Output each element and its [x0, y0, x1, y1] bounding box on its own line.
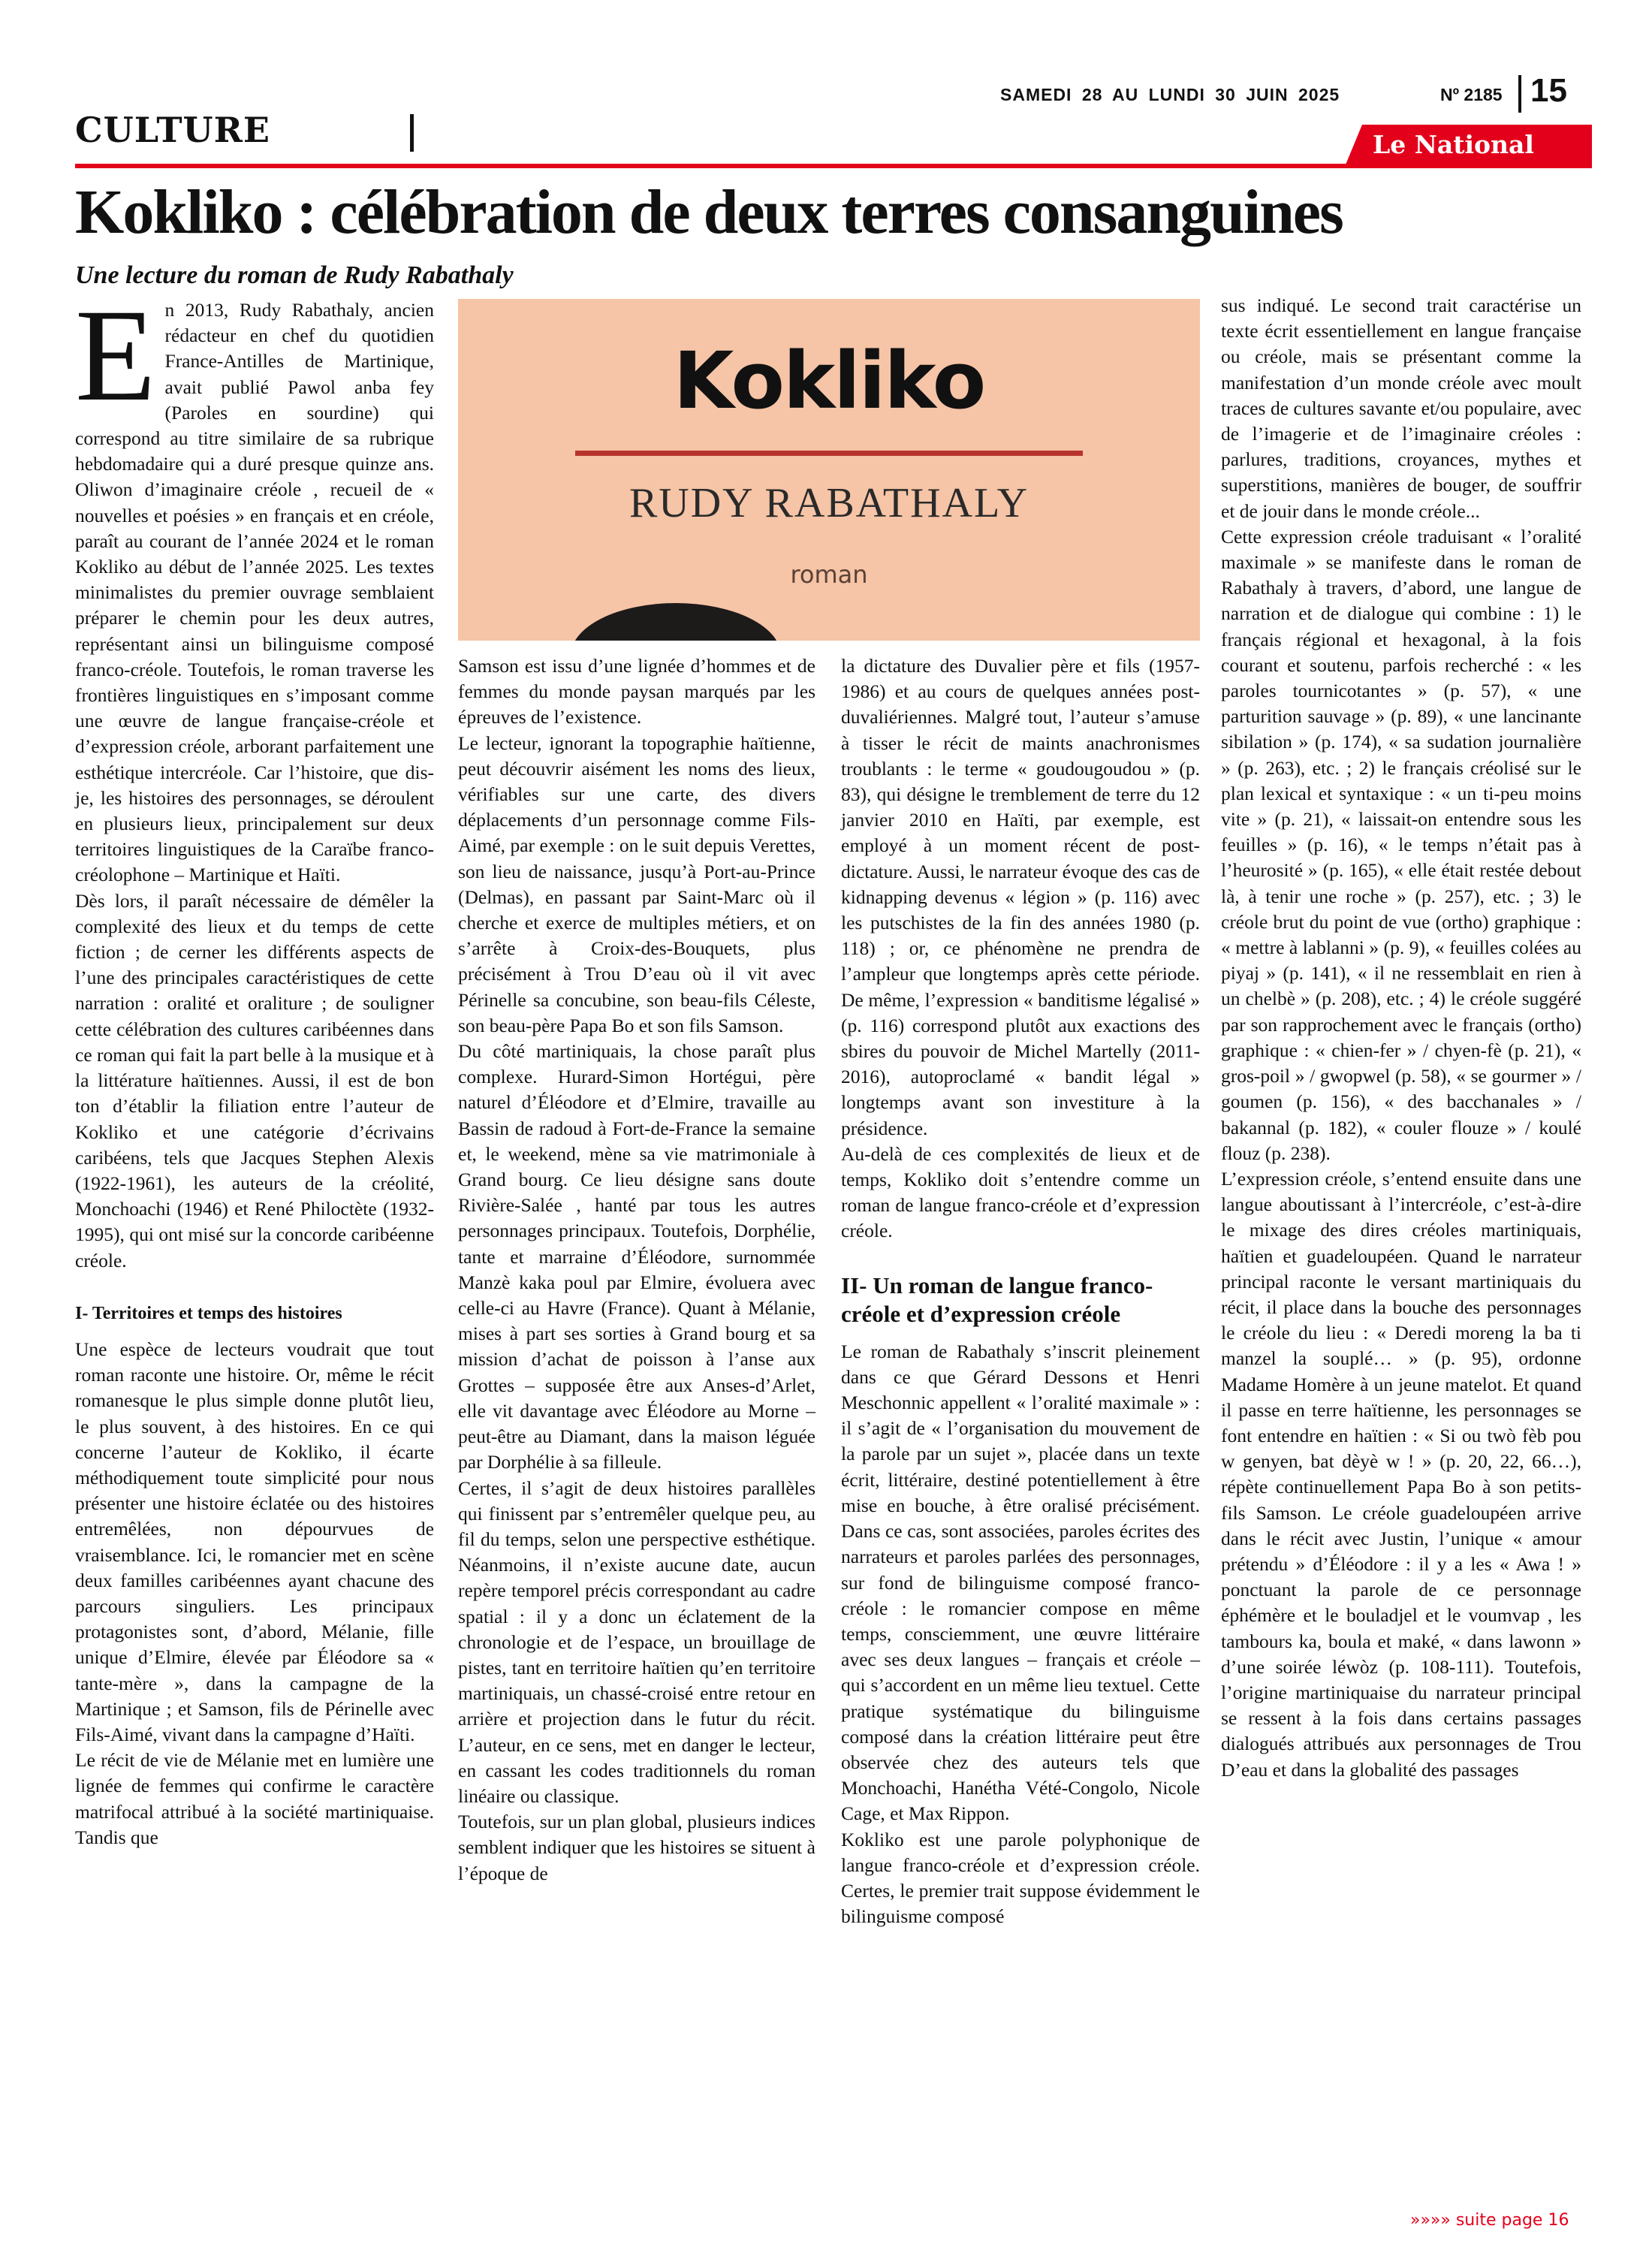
- article-column-2: [458, 653, 815, 2223]
- paragraph: Kokliko est une parole polyphonique de langue franco-créole et d’expression créole. Certes, le premier trait suppose évidemment le bilinguisme composé: [841, 1828, 1200, 1928]
- article-headline: Kokliko : célébration de deux terres consanguines: [75, 177, 1343, 247]
- issue-date: SAMEDI 28 AU LUNDI 30 JUIN 2025: [1000, 85, 1340, 104]
- article-subheadline: Une lecture du roman de Rudy Rabathaly: [75, 261, 514, 289]
- paragraph: Cette expression créole traduisant « l’oralité maximale » se manifeste dans le roman de Rabathaly à travers, d’abord, une langue de narration et de dialogue qui combine : 1) le français régional et hexagonal, à la fois courant et soutenu, parfois recherché : « les paroles tournicotantes » (p. 57), « une parturition sauvage » (p. 89), « une lancinante sibilation » (p. 174), « sa sudation journalière » (p. 263), etc. ; 2) le français créolisé sur le plan lexical et syntaxique : « un ti-peu moins vite » (p. 21), « laissait-on entendre sous les feuilles » (p. 16), « le temps n’était pas à l’heurosité » (p. 165), « elle était restée debout là, à tenir une roche » (p. 257), etc. ; 3) le créole brut du point de vue (ortho) graphique : « mettre à lablanni » (p. 9), « feuilles colées au piyaj » (p. 141), « il ne ressemblait en rien à un chelbè » (p. 208), etc. ; 4) le créole suggéré par son rapprochement avec le français (ortho) graphique : « chien-fer » / chyen-fè (p. 21), « gros-poil » / gwopwel (p. 58), « se gourmer » / goumen (p. 156), « des bacchanales » / bakannal (p. 182), « couler flouze » / koulé flouz (p. 238).: [1221, 525, 1581, 1164]
- drop-cap: E: [75, 282, 156, 429]
- paragraph: Du côté martiniquais, la chose paraît plus complexe. Hurard-Simon Hortégui, père naturel d’Éléodore et d’Elmire, travaille au Bassin de radoud à Fort-de-France la semaine et, le weekend, mène sa vie matrimoniale à Grand bourg. Ce lieu désigne sans doute Rivière-Salée , hanté par tous les autres personnages principaux. Toutefois, Dorphélie, tante et marraine d’Éléodore, surnommée Manzè kaka poul par Elmire, évoluera avec celle-ci au Havre (France). Quant à Mélanie, mises à part ses sorties à Grand bourg et sa mission d’achat de poisson à l’anse aux Grottes – supposée être aux Anses-d’Arlet, elle vit davantage avec Éléodore au Morne – peut-être au Diamant, dans la maison léguée par Dorphélie à sa filleule.: [458, 1040, 815, 1473]
- page-number: 15: [1530, 72, 1567, 109]
- paragraph: n 2013, Rudy Rabathaly, ancien rédacteur en chef du quotidien France-Antilles de Martinique, avait publié Pawol anba fey (Paroles en sourdine) qui correspond au titre similaire de sa rubrique hebdomadaire qui a duré presque quinze ans. Oliwon d’imaginaire créole , recueil de « nouvelles et poésies » en français et en créole, paraît au courant de l’année 2024 et le roman Kokliko au début de l’année 2025. Les textes minimalistes du premier ouvrage semblaient préparer le chemin pour les deux autres, représentant ainsi un bilinguisme composé franco-créole. Toutefois, le roman traverse les frontières linguistiques en s’imposant comme une œuvre de langue française-créole et d’expression créole, arborant parfaitement une esthétique intercréole. Car l’histoire, que dis-je, les histoires des personnages, se déroulent en plusieurs lieux, principalement sur deux territoires linguistiques de la Caraïbe franco-créolophone – Martinique et Haïti.: [75, 299, 434, 886]
- section-heading-territoires: I- Territoires et temps des histoires: [75, 1303, 342, 1323]
- header-rule: [75, 164, 1592, 168]
- section-heading-langue: II- Un roman de langue franco-créole et d’expression créole: [841, 1271, 1153, 1327]
- article-column-1: [75, 282, 434, 2220]
- issue-number: Nº 2185: [1440, 85, 1503, 104]
- cover-author: RUDY RABATHALY: [629, 480, 1029, 526]
- continue-link[interactable]: »»»» suite page 16: [1410, 2211, 1569, 2230]
- brand-name: Le National: [1373, 130, 1534, 159]
- paragraph: sus indiqué. Le second trait caractérise un texte écrit essentiellement en langue française ou créole, mais se présentant comme la manifestation d’un monde créole avec moult traces de cultures savante et/ou populaire, avec de l’imagerie et de l’imaginaire créoles : parlures, traditions, croyances, mythes et superstitions, manières de bouger, de souffrir et de jouir dans le monde créole...: [1221, 294, 1581, 522]
- header-divider: [1518, 75, 1521, 113]
- paragraph: Le lecteur, ignorant la topographie haïtienne, peut découvrir aisément les noms des lieux, vérifiables sur une carte, des divers déplacements d’un personnage comme Fils-Aimé, par exemple : on le suit depuis Verettes, son lieu de naissance, jusqu’à Port-au-Prince (Delmas), en passant par Saint-Marc où il cherche et exerce de multiples métiers, et on s’arrête à Croix-des-Bouquets, plus précisément à Trou D’eau où il vit avec Périnelle sa concubine, son beau-fils Céleste, son beau-père Papa Bo et son fils Samson.: [458, 731, 815, 1036]
- book-cover-image: [458, 299, 1200, 641]
- cover-title: Kokliko: [673, 335, 985, 427]
- paragraph: Toutefois, sur un plan global, plusieurs indices semblent indiquer que les histoires se situent à l’époque de: [458, 1811, 815, 1884]
- paragraph: Samson est issu d’une lignée d’hommes et de femmes du monde paysan marqués par les épreuves de l’existence.: [458, 655, 815, 728]
- paragraph: Dès lors, il paraît nécessaire de démêler la complexité des lieux et du temps de cette fiction ; de cerner les différents aspects de l’une des principales caractéristiques de cette narration : oralité et oraliture ; de souligner cette célébration des cultures caribéennes dans ce roman qui fait la part belle à la musique et à la littérature haïtiennes. Aussi, il est de bon ton d’établir la filiation entre l’auteur de Kokliko et une catégorie d’écrivains caribéens, tels que Jacques Stephen Alexis (1922-1961), les auteurs de la créolité, Monchoachi (1946) et René Philoctète (1932-1995), qui ont misé sur la concorde caribéenne créole.: [75, 889, 434, 1271]
- cover-rule: [575, 451, 1083, 456]
- cover-illustration: [571, 603, 781, 641]
- paragraph: Certes, il s’agit de deux histoires parallèles qui finissent par s’entremêler quelque peu, au fil du temps, selon une perspective esthétique. Néanmoins, il n’existe aucune date, aucun repère temporel précis correspondant au cadre spatial : il y a donc un éclatement de la chronologie et de l’espace, un brouillage de pistes, tant en territoire haïtien qu’en territoire martiniquais, un chassé-croisé entre retour en arrière et projection dans le futur du récit. L’auteur, en ce sens, met en danger le lecteur, en cassant les codes traditionnels du roman linéaire ou classique.: [458, 1476, 815, 1807]
- paragraph: la dictature des Duvalier père et fils (1957-1986) et au cours de quelques années post-duvaliériennes. Malgré tout, l’auteur s’amuse à tisser le récit de maints anachronismes troublants : le terme « goudougoudou » (p. 83), qui désigne le tremblement de terre du 12 janvier 2010 en Haïti, par exemple, est employé à un moment récent de post-dictature. Aussi, le narrateur évoque des cas de kidnapping devenus « légion » (p. 116) avec les putschistes de la fin des années 1980 (p. 118) ; or, ce phénomène ne prendra de l’ampleur que longtemps après cette période. De même, l’expression « banditisme légalisé » (p. 116) correspond plutôt aux exactions des sbires du pouvoir de Michel Martelly (2011-2016), autoproclamé « bandit légal » longtemps avant son investiture à la présidence.: [841, 655, 1200, 1139]
- paragraph: Le roman de Rabathaly s’inscrit pleinement dans ce que Gérard Dessons et Henri Meschonnic appellent « l’oralité maximale » : il s’agit de « l’organisation du mouvement de la parole par un sujet », placée dans un texte écrit, littéraire, destiné potentiellement à être mise en bouche, à être oralisé précisément. Dans ce cas, sont associées, paroles écrites des narrateurs et paroles parlées des personnages, sur fond de bilinguisme composé franco-créole : le romancier compose en même temps, consciemment, une œuvre littéraire avec ses deux langues – français et créole – qui s’accordent en un même lieu textuel. Cette pratique systématique du bilinguisme composé dans la création littéraire peut être observée chez des auteurs tels que Monchoachi, Hanétha Vété-Congolo, Nicole Cage, et Max Rippon.: [841, 1340, 1200, 1825]
- paragraph: L’expression créole, s’entend ensuite dans une langue aboutissant à l’intercréole, c’est-à-dire le mixage des dires créoles martiniquais, haïtien et guadeloupéen. Quand le narrateur principal raconte le versant martiniquais du récit, il place dans la bouche des personnages le créole du lieu : « Deredi moreng la ba ti manzel la souplé… » (p. 95), ordonne Madame Homère à un jeune matelot. Et quand il passe en terre haïtienne, les personnages se font entendre en haïtien : « Si ou twò fèb pou w genyen, bat dèyè w ! » (p. 20, 22, 66…), répète continuellement Papa Bo à son petits-fils Samson. Le créole guadeloupéen arrive dans le récit avec Justin, l’unique « amour prétendu » d’Éléodore : il y a les « Awa ! » ponctuant la parole de ce personnage éphémère et le bouladjel et le voumvap , les tambours ka, boula et maké, « dans lawonn » d’une soirée léwòz (p. 108-111). Toutefois, l’origine martiniquaise du narrateur principal se ressent à la fois dans certains passages dialogués attribués aux personnages de Trou D’eau et dans la globalité des passages: [1221, 1167, 1581, 1781]
- paragraph: Le récit de vie de Mélanie met en lumière une lignée de femmes qui confirme le caractère matrifocal attribué à la société martiniquaise. Tandis que: [75, 1749, 434, 1848]
- section-divider: [410, 114, 414, 152]
- paragraph: Une espèce de lecteurs voudrait que tout roman raconte une histoire. Or, même le récit romanesque le plus simple donne plutôt lieu, le plus souvent, à des histoires. En ce qui concerne l’auteur de Kokliko, il écarte méthodiquement toute simplicité pour nous présenter une histoire éclatée ou des histoires entremêlées, non dépourvues de vraisemblance. Ici, le romancier met en scène deux familles caribéennes ayant chacune des parcours singuliers. Les principaux protagonistes sont, d’abord, Mélanie, fille unique d’Elmire, élevée par Éléodore sa « tante-mère », dans la campagne de la Martinique ; et Samson, fils de Périnelle avec Fils-Aimé, vivant dans la campagne d’Haïti.: [75, 1338, 434, 1745]
- section-label: CULTURE: [75, 110, 270, 150]
- cover-genre: roman: [790, 560, 868, 589]
- paragraph: Au-delà de ces complexités de lieux et de temps, Kokliko doit s’entendre comme un roman de langue franco-créole et d’expression créole.: [841, 1142, 1200, 1242]
- article-column-3: [841, 653, 1200, 2223]
- article-column-4: [1221, 293, 1581, 2200]
